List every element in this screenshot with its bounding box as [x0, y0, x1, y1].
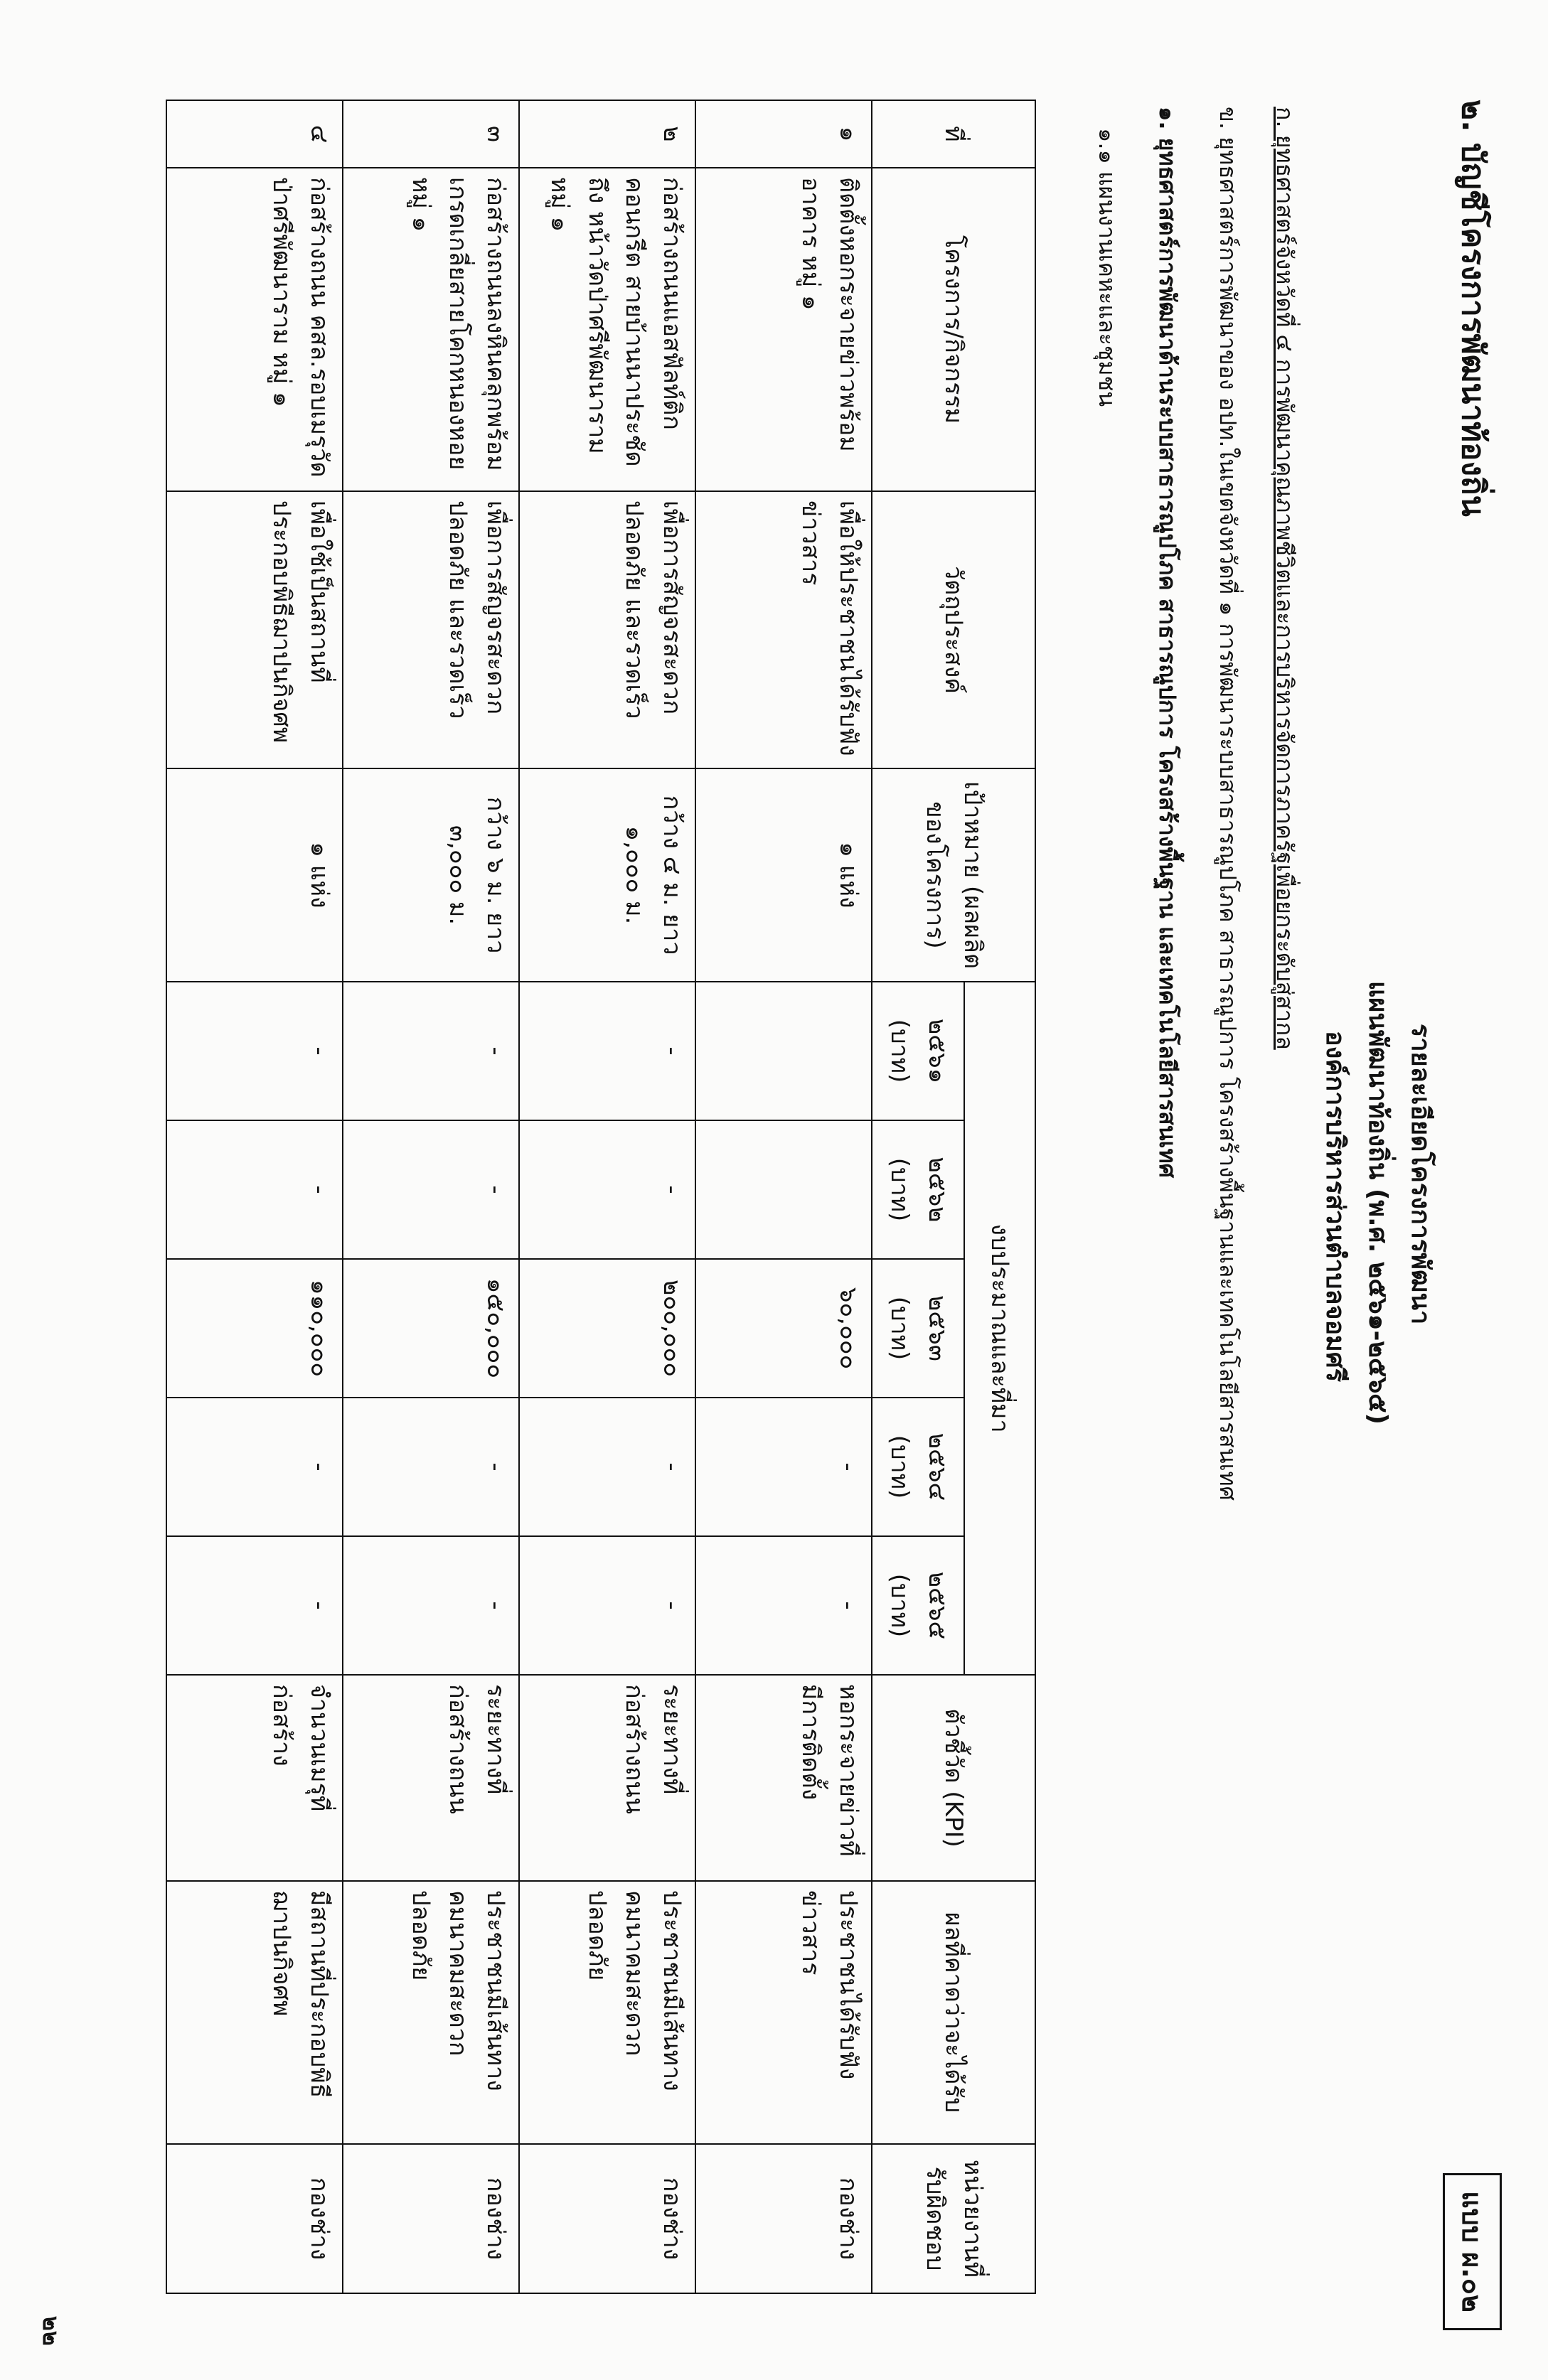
header-expected: ผลที่คาดว่าจะได้รับ: [872, 1881, 1035, 2144]
cell-no: ๓: [343, 100, 519, 168]
cell-y61: -: [166, 982, 343, 1120]
header-objective: วัตถุประสงค์: [872, 491, 1035, 768]
cell-target: กว้าง ๖ ม. ยาว ๓,๐๐๐ ม.: [343, 768, 519, 982]
header-year-2562: ๒๕๖๒ (บาท): [872, 1120, 964, 1259]
cell-project: ก่อสร้างถนนลงหินคลุกพร้อมเกรดเกลี่ยสายโคกหนองหอย หมู่ ๑: [343, 168, 519, 491]
cell-y61: -: [519, 982, 695, 1120]
header-project: โครงการ/กิจกรรม: [872, 168, 1035, 491]
header-year-2561: ๒๕๖๑ (บาท): [872, 982, 964, 1120]
cell-expected: ประชาชนได้รับฟังข่าวสาร: [695, 1881, 872, 2144]
cell-y63: ๑๕๐,๐๐๐: [343, 1259, 519, 1398]
strategy-line-b: ข. ยุทธศาสตร์การพัฒนาของ อปท.ในเขตจังหวัดที่ ๑ การพัฒนาระบบสาธารณูปโภค สาธารณูปการ โครงสร้างพื้นฐานและเทคโนโลยีสารสนเทศ: [1215, 107, 1242, 1501]
cell-objective: เพื่อการสัญจรสะดวก ปลอดภัย และรวดเร็ว: [343, 491, 519, 768]
cell-unit: กองช่าง: [166, 2144, 343, 2293]
cell-unit: กองช่าง: [695, 2144, 872, 2293]
org-name: องค์การบริหารส่วนตำบลจอมศรี: [1320, 1031, 1350, 1383]
header-target: เป้าหมาย (ผลผลิตของโครงการ): [872, 768, 1035, 982]
cell-y63: ๖๐,๐๐๐: [695, 1259, 872, 1398]
cell-y64: -: [343, 1398, 519, 1536]
table-row: [695, 100, 872, 2293]
cell-y63: ๑๑๐,๐๐๐: [166, 1259, 343, 1398]
table-row: [166, 100, 343, 2293]
cell-kpi: หอกระจายข่าวที่มีการติดตั้ง: [695, 1675, 872, 1881]
cell-y64: -: [166, 1398, 343, 1536]
cell-y61: -: [343, 982, 519, 1120]
cell-project: ติดตั้งหอกระจายข่าวพร้อมอาคาร หมู่ ๑: [695, 168, 872, 491]
cell-y64: -: [519, 1398, 695, 1536]
cell-target: กว้าง ๔ ม. ยาว ๑,๐๐๐ ม.: [519, 768, 695, 982]
cell-y65: -: [695, 1536, 872, 1675]
cell-y64: -: [695, 1398, 872, 1536]
cell-unit: กองช่าง: [343, 2144, 519, 2293]
plan-title: แผนพัฒนาท้องถิ่น (พ.ศ. ๒๕๖๑-๒๕๖๕): [1363, 981, 1392, 1425]
cell-objective: เพื่อการสัญจรสะดวก ปลอดภัย และรวดเร็ว: [519, 491, 695, 768]
cell-kpi: จำนวนเมรุที่ก่อสร้าง: [166, 1675, 343, 1881]
cell-objective: เพื่อให้ประชาชนได้รับฟังข่าวสาร: [695, 491, 872, 768]
header-kpi: ตัวชี้วัด (KPI): [872, 1675, 1035, 1881]
cell-unit: กองช่าง: [519, 2144, 695, 2293]
cell-expected: ประชาชนมีเส้นทางคมนาคมสะดวกปลอดภัย: [343, 1881, 519, 2144]
cell-expected: ประชาชนมีเส้นทางคมนาคมสะดวกปลอดภัย: [519, 1881, 695, 2144]
cell-y65: -: [519, 1536, 695, 1675]
table-row: [519, 100, 695, 2293]
cell-expected: มีสถานที่ประกอบพิธีฌาปนกิจศพ: [166, 1881, 343, 2144]
header-budget: งบประมาณและที่มา: [964, 982, 1035, 1675]
cell-y65: -: [343, 1536, 519, 1675]
header-unit: หน่วยงานที่รับผิดชอบ: [872, 2144, 1035, 2293]
cell-y61: [695, 982, 872, 1120]
header-year-2564: ๒๕๖๔ (บาท): [872, 1398, 964, 1536]
cell-y62: -: [166, 1120, 343, 1259]
cell-no: ๒: [519, 100, 695, 168]
page-number: ๒๒: [38, 2315, 65, 2346]
strategy-line-1: ๑. ยุทธศาสตร์การพัฒนาด้านระบบสาธารณูปโภค สาธารณูปการ โครงสร้างพื้นฐาน และเทคโนโลยีสารสนเทศ: [1154, 107, 1181, 1178]
cell-y62: [695, 1120, 872, 1259]
cell-kpi: ระยะทางที่ก่อสร้างถนน: [519, 1675, 695, 1881]
cell-objective: เพื่อใช้เป็นสถานที่ประกอบพิธีฌาปนกิจศพ: [166, 491, 343, 768]
header-year-2565: ๒๕๖๕ (บาท): [872, 1536, 964, 1675]
cell-target: ๑ แห่ง: [166, 768, 343, 982]
strategy-line-a: ก. ยุทธศาสตร์จังหวัดที่ ๔ การพัฒนาคุณภาพชีวิตและการบริหารจัดการภาครัฐเพื่อยกระดับสู่สากล: [1271, 107, 1298, 1050]
cell-y62: -: [519, 1120, 695, 1259]
cell-no: ๑: [695, 100, 872, 168]
cell-y65: -: [166, 1536, 343, 1675]
table-row: [343, 100, 519, 2293]
plan-line: ๑.๑ แผนงานเคหะและชุมชน: [1094, 128, 1121, 407]
detail-title: รายละเอียดโครงการพัฒนา: [1406, 1024, 1435, 1325]
cell-project: ก่อสร้างถนนแอสฟัลท์ติกคอนกรีต สายบ้านนาประชัด ถึง หน้าวัดป่าศรีพัฒนาราม หมู่ ๑: [519, 168, 695, 491]
cell-y62: -: [343, 1120, 519, 1259]
cell-kpi: ระยะทางที่ก่อสร้างถนน: [343, 1675, 519, 1881]
project-table: [166, 100, 1036, 2294]
cell-project: ก่อสร้างถนน คสล.รอบเมรุวัดป่าศรีพัฒนาราม หมู่ ๑: [166, 168, 343, 491]
header-no: ที่: [872, 100, 1035, 168]
cell-y63: ๒๐๐,๐๐๐: [519, 1259, 695, 1398]
cell-target: ๑ แห่ง: [695, 768, 872, 982]
section-title: ๒. บัญชีโครงการพัฒนาท้องถิ่น: [1455, 100, 1491, 517]
cell-no: ๔: [166, 100, 343, 168]
header-year-2563: ๒๕๖๓ (บาท): [872, 1259, 964, 1398]
form-code-box: แบบ ผ.๐๒: [1443, 2173, 1502, 2330]
